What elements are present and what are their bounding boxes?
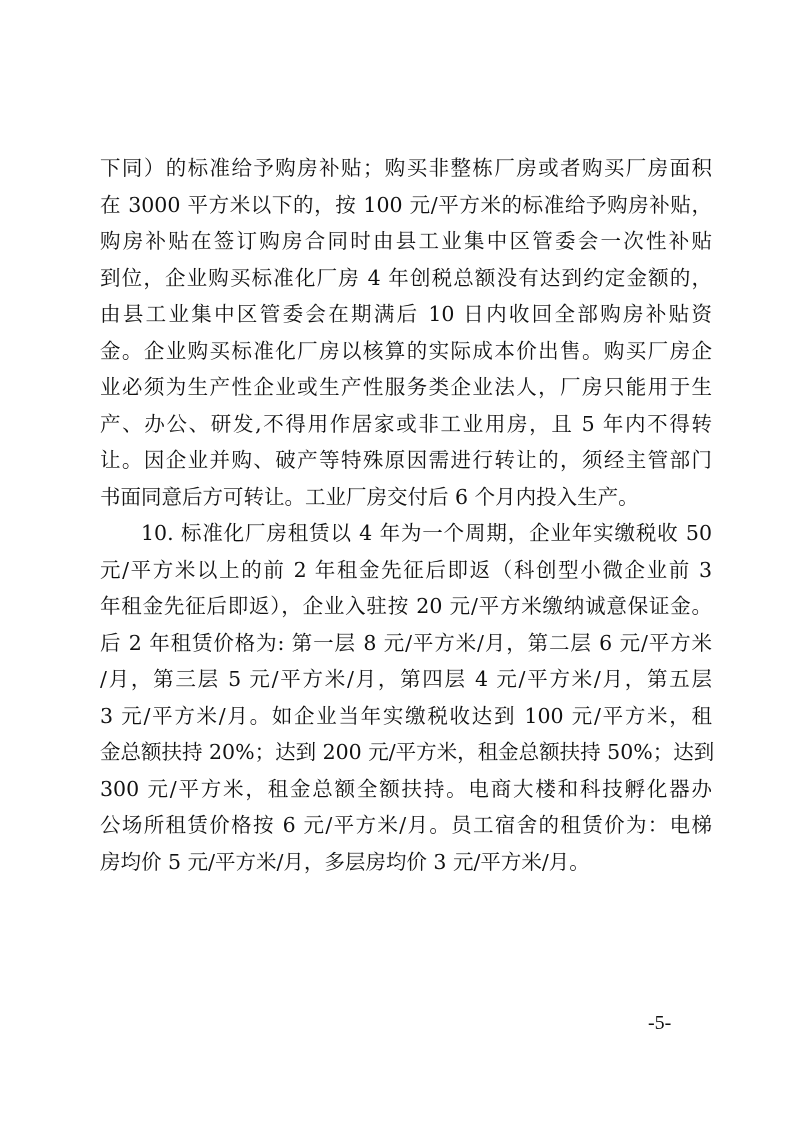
text-line: 下同）的标准给予购房补贴；购买非整栋厂房或者购买厂房面积 — [100, 156, 712, 180]
text-line: 产、办公、研发,不得用作居家或非工业用房，且 5 年内不得转 — [100, 411, 712, 436]
text-line: 在 3000 平方米以下的，按 100 元/平方米的标准给予购房补贴， — [100, 192, 712, 217]
text-line: 金。企业购买标准化厂房以核算的实际成本价出售。购买厂房企 — [100, 338, 712, 363]
paragraph-purchase-subsidy — [100, 150, 712, 515]
text-line: 300 元/平方米，租金总额全额扶持。电商大楼和科技孵化器办 — [100, 776, 712, 801]
text-line: 后 2 年租赁价格为: 第一层 8 元/平方米/月，第二层 6 元/平方米 — [100, 630, 712, 655]
paragraph-rental-policy — [100, 515, 715, 880]
text-line: 3 元/平方米/月。如企业当年实缴税收达到 100 元/平方米，租 — [100, 703, 712, 728]
text-line: 房均价 5 元/平方米/月，多层房均价 3 元/平方米/月。 — [100, 849, 590, 874]
text-line: 年租金先征后即返），企业入驻按 20 元/平方米缴纳诚意保证金。 — [100, 594, 712, 618]
text-line: 金总额扶持 20%；达到 200 元/平方米，租金总额扶持 50%；达到 — [100, 740, 715, 764]
text-line: 到位，企业购买标准化厂房 4 年创税总额没有达到约定金额的， — [100, 265, 712, 290]
document-body — [100, 150, 715, 880]
text-line: 10. 标准化厂房租赁以 4 年为一个周期，企业年实缴税收 50 — [141, 521, 712, 545]
text-line: 书面同意后方可转让。工业厂房交付后 6 个月内投入生产。 — [100, 484, 639, 509]
text-line: /月，第三层 5 元/平方米/月，第四层 4 元/平方米/月，第五层 — [100, 667, 712, 691]
text-line: 由县工业集中区管委会在期满后 10 日内收回全部购房补贴资 — [100, 302, 712, 326]
text-line: 公场所租赁价格按 6 元/平方米/月。员工宿舍的租赁价为：电梯 — [100, 813, 712, 837]
text-line: 让。因企业并购、破产等特殊原因需进行转让的，须经主管部门 — [100, 448, 712, 472]
text-line: 元/平方米以上的前 2 年租金先征后即返（科创型小微企业前 3 — [100, 557, 712, 582]
text-line: 购房补贴在签订购房合同时由县工业集中区管委会一次性补贴 — [100, 229, 712, 253]
text-line: 业必须为生产性企业或生产性服务类企业法人，厂房只能用于生 — [100, 375, 712, 399]
page-number: -5- — [648, 1012, 672, 1034]
